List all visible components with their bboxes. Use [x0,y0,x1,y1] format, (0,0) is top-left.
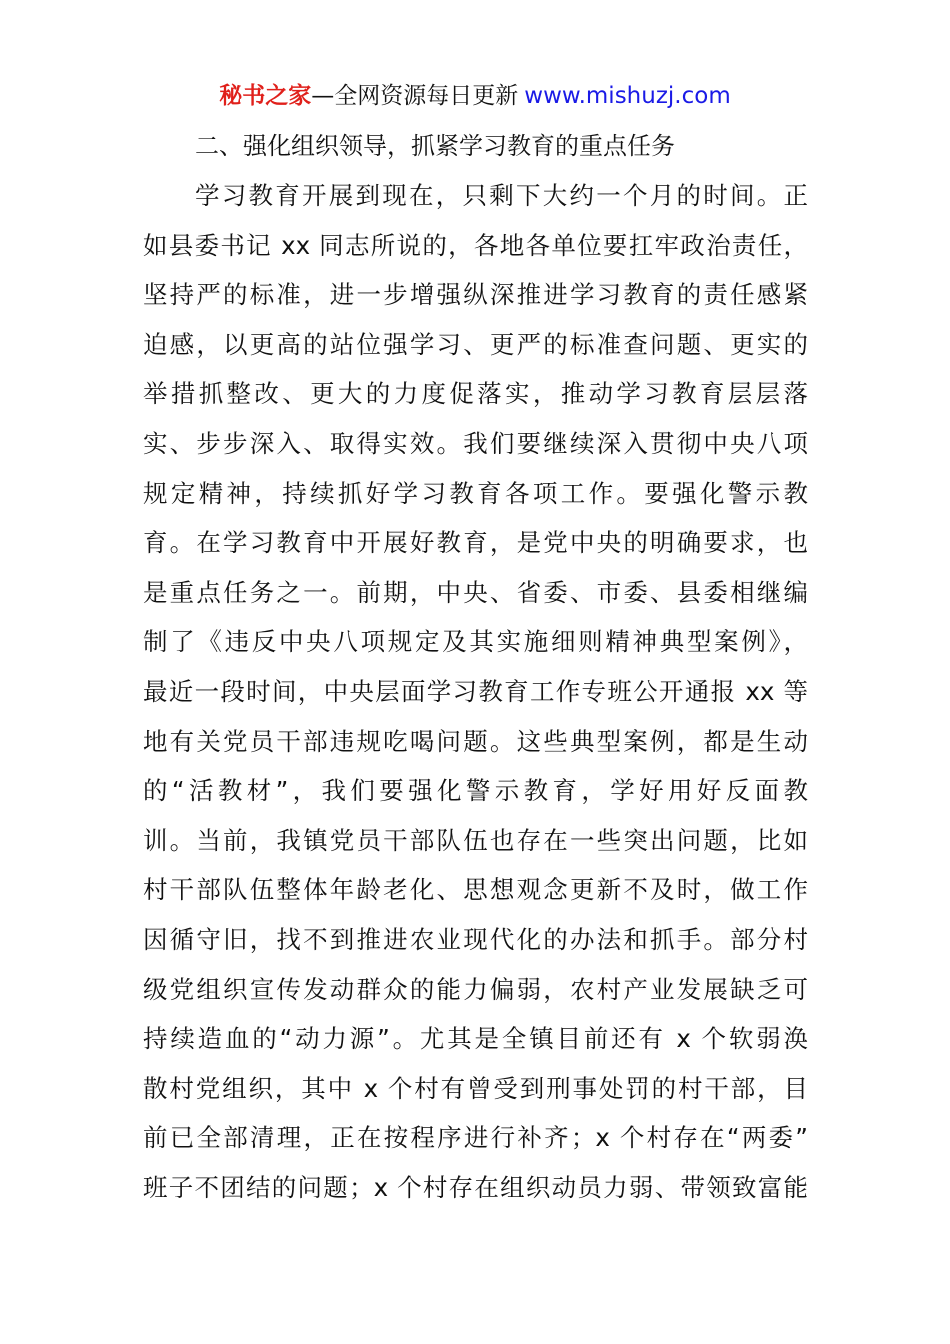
text-line: 制了《违反中央八项规定及其实施细则精神典型案例》， [143,627,808,657]
text-line: 村干部队伍整体年龄老化、思想观念更新不及时，做工作 [143,875,808,905]
text-line: 坚持严的标准，进一步增强纵深推进学习教育的责任感紧 [143,280,808,310]
text-line: 学习教育开展到现在，只剩下大约一个月的时间。正 [195,181,808,210]
text-line: 地有关党员干部违规吃喝问题。这些典型案例，都是生动 [143,726,808,756]
text-line: 举措抓整改、更大的力度促落实，推动学习教育层层落 [143,379,808,409]
text-line: 散村党组织，其中 x 个村有曾受到刑事处罚的村干部，目 [143,1073,808,1103]
text-line: 迫感，以更高的站位强学习、更严的标准查问题、更实的 [143,329,808,359]
site-url-link[interactable]: www.mishuzj.com [524,83,731,109]
header-tagline: —全网资源每日更新 [311,83,519,109]
text-line: 前已全部清理，正在按程序进行补齐；x 个村存在“两委” [143,1123,808,1153]
text-line: 持续造血的“动力源”。尤其是全镇目前还有 x 个软弱涣 [143,1024,808,1054]
text-line: 级党组织宣传发动群众的能力偏弱，农村产业发展缺乏可 [143,974,808,1004]
brand-name: 秘书之家 [219,83,312,109]
text-line: 训。当前，我镇党员干部队伍也存在一些突出问题，比如 [143,825,808,855]
text-line: 班子不团结的问题；x 个村存在组织动员力弱、带领致富能 [143,1172,808,1202]
text-line: 是重点任务之一。前期，中央、省委、市委、县委相继编 [143,577,808,607]
text-line: 因循守旧，找不到推进农业现代化的办法和抓手。部分村 [143,924,808,954]
section-heading: 二、强化组织领导，抓紧学习教育的重点任务 [195,132,675,160]
text-line: 的“活教材”，我们要强化警示教育，学好用好反面教 [143,776,808,806]
site-header [0,80,950,112]
text-line: 规定精神，持续抓好学习教育各项工作。要强化警示教 [143,478,808,508]
document-body [143,174,808,1215]
text-line: 实、步步深入、取得实效。我们要继续深入贯彻中央八项 [143,428,808,458]
text-line: 如县委书记 xx 同志所说的，各地各单位要扛牢政治责任， [143,230,808,260]
text-line: 育。在学习教育中开展好教育，是党中央的明确要求，也 [143,528,808,558]
text-line: 最近一段时间，中央层面学习教育工作专班公开通报 xx 等 [143,676,808,706]
